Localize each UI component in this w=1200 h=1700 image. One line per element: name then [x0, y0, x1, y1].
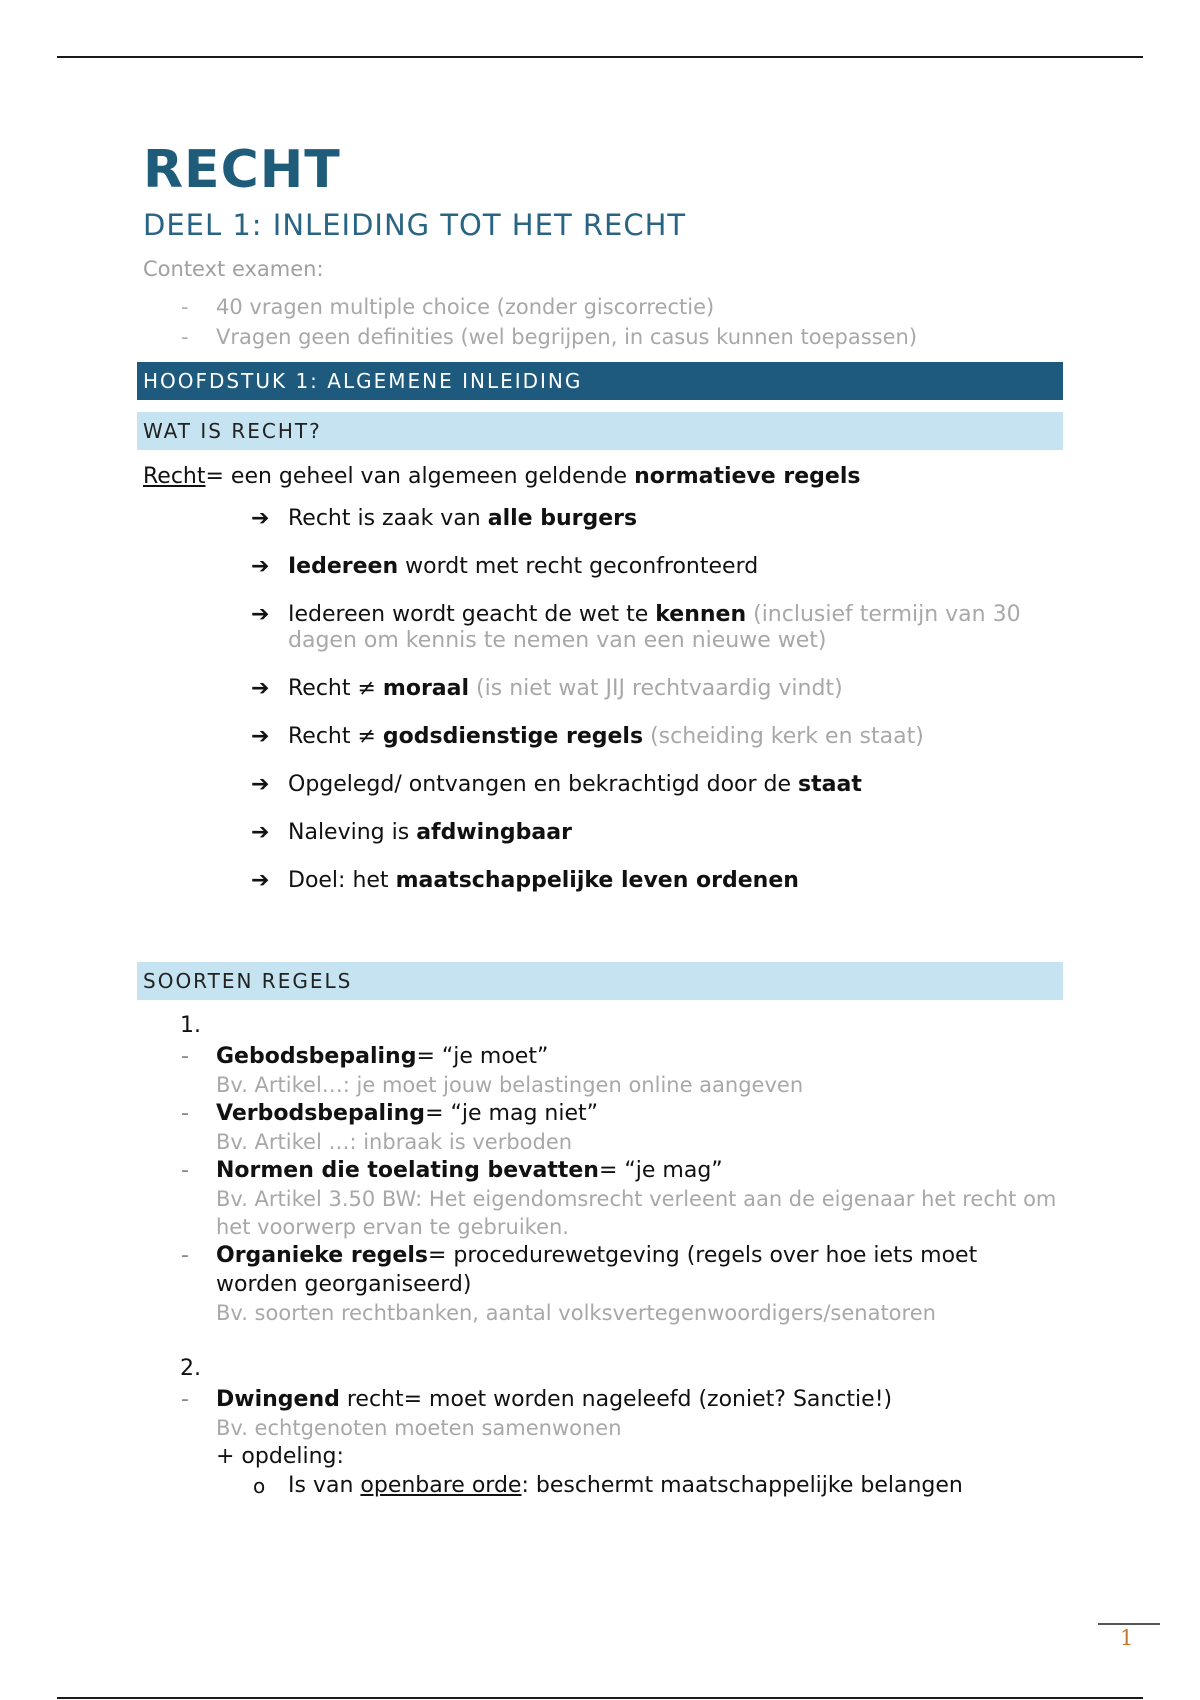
list-item	[137, 322, 1063, 352]
item-bold: godsdienstige regels	[382, 724, 644, 749]
header-rule	[57, 56, 1143, 58]
list-item	[137, 1042, 1063, 1099]
context-item-text: 40 vragen multiple choice (zonder giscorrectie)	[216, 295, 715, 319]
arrow-item	[137, 820, 1063, 846]
page-title: RECHT	[143, 140, 341, 200]
rule-term: Verbodsbepaling	[216, 1101, 426, 1126]
arrow-right-icon: ➔	[251, 506, 270, 531]
arrow-item	[137, 554, 1063, 580]
rule-text: = procedurewetgeving (regels over hoe iets moet worden georganiseerd)	[216, 1243, 978, 1297]
rule-text: = “je moet”	[416, 1044, 549, 1069]
item-note: (scheiding kerk en staat)	[650, 724, 924, 749]
group-number: 2.	[180, 1356, 201, 1381]
item-bold: afdwingbaar	[416, 820, 572, 845]
arrow-right-icon: ➔	[251, 724, 270, 749]
item-text	[469, 676, 476, 701]
arrow-right-icon: ➔	[251, 554, 270, 579]
arrow-right-icon: ➔	[251, 602, 270, 627]
arrow-item	[137, 724, 1063, 750]
item-text: Recht ≠	[288, 676, 383, 701]
dash-bullet: -	[181, 1044, 189, 1069]
chapter-heading: HOOFDSTUK 1: ALGEMENE INLEIDING	[137, 362, 1063, 400]
item-text: Recht is zaak van	[288, 506, 488, 531]
circle-bullet-icon: o	[253, 1474, 266, 1498]
item-note: (is niet wat JIJ rechtvaardig vindt)	[476, 676, 843, 701]
item-bold: Iedereen	[288, 554, 399, 579]
item-text	[643, 724, 650, 749]
group-number: 1.	[180, 1013, 201, 1038]
arrow-right-icon: ➔	[251, 820, 270, 845]
list-item	[137, 1385, 1063, 1442]
arrow-right-icon: ➔	[251, 772, 270, 797]
sub-text: : beschermt maatschappelijke belangen	[521, 1473, 963, 1498]
definition	[143, 462, 1063, 492]
item-text: Doel: het	[288, 868, 396, 893]
rule-example: Bv. Artikel…: je moet jouw belastingen online aangeven	[216, 1073, 804, 1097]
item-text: wordt met recht geconfronteerd	[398, 554, 759, 579]
rule-term: Organieke regels	[216, 1243, 428, 1268]
item-bold: kennen	[655, 602, 747, 627]
section-heading-wat-is-recht: WAT IS RECHT?	[137, 412, 1063, 450]
rule-example: Bv. echtgenoten moeten samenwonen	[216, 1416, 622, 1440]
dash-bullet: -	[181, 1243, 189, 1268]
rule-term: Normen die toelating bevatten	[216, 1158, 599, 1183]
item-text: Recht ≠	[288, 724, 383, 749]
arrow-right-icon: ➔	[251, 676, 270, 701]
definition-term: Recht	[143, 464, 206, 489]
sub-text: Is van	[288, 1473, 361, 1498]
dash-bullet: -	[181, 295, 189, 319]
arrow-item	[137, 868, 1063, 894]
dash-bullet: -	[181, 1387, 189, 1412]
rule-text: recht= moet worden nageleefd (zoniet? Sanctie!)	[339, 1387, 893, 1412]
page-subtitle: DEEL 1: INLEIDING TOT HET RECHT	[143, 208, 687, 242]
rule-text: = “je mag”	[598, 1158, 723, 1183]
arrow-item	[137, 772, 1063, 798]
context-list	[137, 292, 1063, 352]
arrow-item	[137, 676, 1063, 702]
dash-bullet: -	[181, 1158, 189, 1183]
sub-underlined: openbare orde	[360, 1473, 522, 1498]
footer-border	[57, 1697, 1143, 1699]
rule-example: Bv. Artikel 3.50 BW: Het eigendomsrecht verleent aan de eigenaar het recht om het voorwerp ervan te gebruiken.	[216, 1187, 1057, 1239]
item-bold: moraal	[382, 676, 470, 701]
context-item-text: Vragen geen definities (wel begrijpen, in casus kunnen toepassen)	[216, 325, 918, 349]
page-number: 1	[1120, 1626, 1134, 1650]
arrow-list	[137, 506, 1063, 894]
item-bold: maatschappelijke leven ordenen	[395, 868, 799, 893]
item-text: Naleving is	[288, 820, 417, 845]
item-bold: alle burgers	[487, 506, 638, 531]
arrow-item	[137, 506, 1063, 532]
list-item	[137, 1099, 1063, 1156]
definition-text: = een geheel van algemeen geldende	[205, 464, 635, 489]
item-text: Opgelegd/ ontvangen en bekrachtigd door de	[288, 772, 799, 797]
subdivision-label: + opdeling:	[216, 1444, 344, 1469]
document-body	[137, 140, 1063, 1501]
arrow-right-icon: ➔	[251, 868, 270, 893]
rule-term: Gebodsbepaling	[216, 1044, 417, 1069]
rule-example: Bv. soorten rechtbanken, aantal volksvertegenwoordigers/senatoren	[216, 1301, 936, 1325]
arrow-item	[137, 602, 1063, 654]
rule-list	[137, 1385, 1063, 1501]
rule-text: = “je mag niet”	[425, 1101, 599, 1126]
rule-term: Dwingend	[216, 1387, 340, 1412]
item-text: Iedereen wordt geacht de wet te	[288, 602, 656, 627]
item-bold: staat	[798, 772, 862, 797]
sub-list-item	[137, 1471, 1063, 1501]
dash-bullet: -	[181, 1101, 189, 1126]
section-heading-soorten-regels: SOORTEN REGELS	[137, 962, 1063, 1000]
dash-bullet: -	[181, 325, 189, 349]
spacer	[137, 1327, 1063, 1355]
context-label: Context examen:	[143, 257, 324, 281]
definition-bold: normatieve regels	[634, 464, 861, 489]
rule-example: Bv. Artikel …: inbraak is verboden	[216, 1130, 573, 1154]
list-item	[137, 1156, 1063, 1241]
item-note: (inclusief termijn van 30 dagen om kennis te nemen van een nieuwe wet)	[288, 602, 1021, 653]
list-item	[137, 1241, 1063, 1327]
footer-rule	[1098, 1623, 1160, 1625]
rule-list	[137, 1042, 1063, 1327]
list-item	[137, 292, 1063, 322]
